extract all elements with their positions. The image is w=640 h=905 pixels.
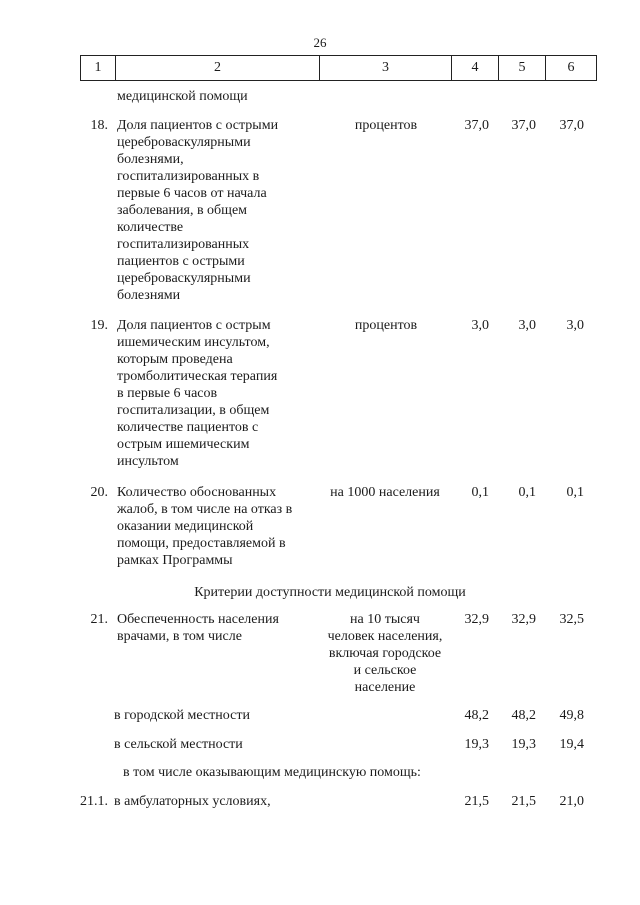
value-col4: 32,9: [464, 612, 489, 627]
row-number: 18.: [90, 118, 108, 133]
page-number: 26: [313, 35, 327, 50]
value-col6: 32,5: [559, 612, 584, 627]
value-col4: 37,0: [464, 118, 489, 133]
unit-cell: на 10 тысяч человек населения, включая городское и сельское население: [327, 612, 443, 695]
value-col5: 48,2: [511, 708, 536, 723]
indicator-name: Количество обоснованных жалоб, в том числе на отказ в оказании медицинской помощи, предоставляемой в рамках Программы: [117, 485, 293, 568]
column-header-5: 5: [498, 56, 545, 80]
value-col4: 3,0: [471, 318, 489, 333]
value-col6: 0,1: [566, 485, 584, 500]
value-col4: 19,3: [464, 737, 489, 752]
unit-cell: процентов: [354, 318, 418, 333]
subrow-label: в амбулаторных условиях,: [114, 794, 271, 809]
column-header-row: [80, 55, 597, 81]
value-col5: 37,0: [511, 118, 536, 133]
value-col5: 0,1: [518, 485, 536, 500]
column-header-2: 2: [115, 56, 319, 80]
value-col6: 49,8: [559, 708, 584, 723]
column-header-6: 6: [545, 56, 596, 80]
value-col5: 21,5: [511, 794, 536, 809]
subrow-label: в сельской местности: [114, 737, 243, 752]
row-number: 21.: [90, 612, 108, 627]
column-header-1: 1: [94, 60, 102, 75]
row-number: 21.1.: [80, 794, 108, 809]
row-number: 20.: [90, 485, 108, 500]
indicator-name: Доля пациентов с острыми цереброваскулярными болезнями, госпитализированных в первые 6 часов от начала заболевания, в общем количестве госпитализированных пациентов с острыми цереброваскулярными болезнями: [117, 118, 279, 303]
indicator-name: Обеспеченность населения врачами, в том числе: [117, 612, 279, 644]
value-col6: 3,0: [566, 318, 584, 333]
including-note: в том числе оказывающим медицинскую помощь:: [123, 765, 421, 780]
unit-cell: на 1000 населения: [330, 485, 440, 500]
value-col5: 3,0: [518, 318, 536, 333]
value-col6: 21,0: [559, 794, 584, 809]
value-col4: 48,2: [464, 708, 489, 723]
value-col5: 19,3: [511, 737, 536, 752]
section-title: Критерии доступности медицинской помощи: [194, 585, 466, 600]
unit-cell: процентов: [354, 118, 418, 133]
value-col5: 32,9: [511, 612, 536, 627]
value-col6: 37,0: [559, 118, 584, 133]
indicator-name: Доля пациентов с острым ишемическим инсультом, которым проведена тромболитическая терапия в первые 6 часов госпитализации, в общем количестве пациентов с острым ишемическим инсультом: [117, 318, 278, 469]
value-col4: 21,5: [464, 794, 489, 809]
row-number: 19.: [90, 318, 108, 333]
column-header-3: 3: [319, 56, 451, 80]
value-col6: 19,4: [559, 737, 584, 752]
value-col4: 0,1: [471, 485, 489, 500]
subrow-label: в городской местности: [114, 708, 250, 723]
continuation-text: медицинской помощи: [117, 89, 248, 104]
column-header-4: 4: [451, 56, 498, 80]
